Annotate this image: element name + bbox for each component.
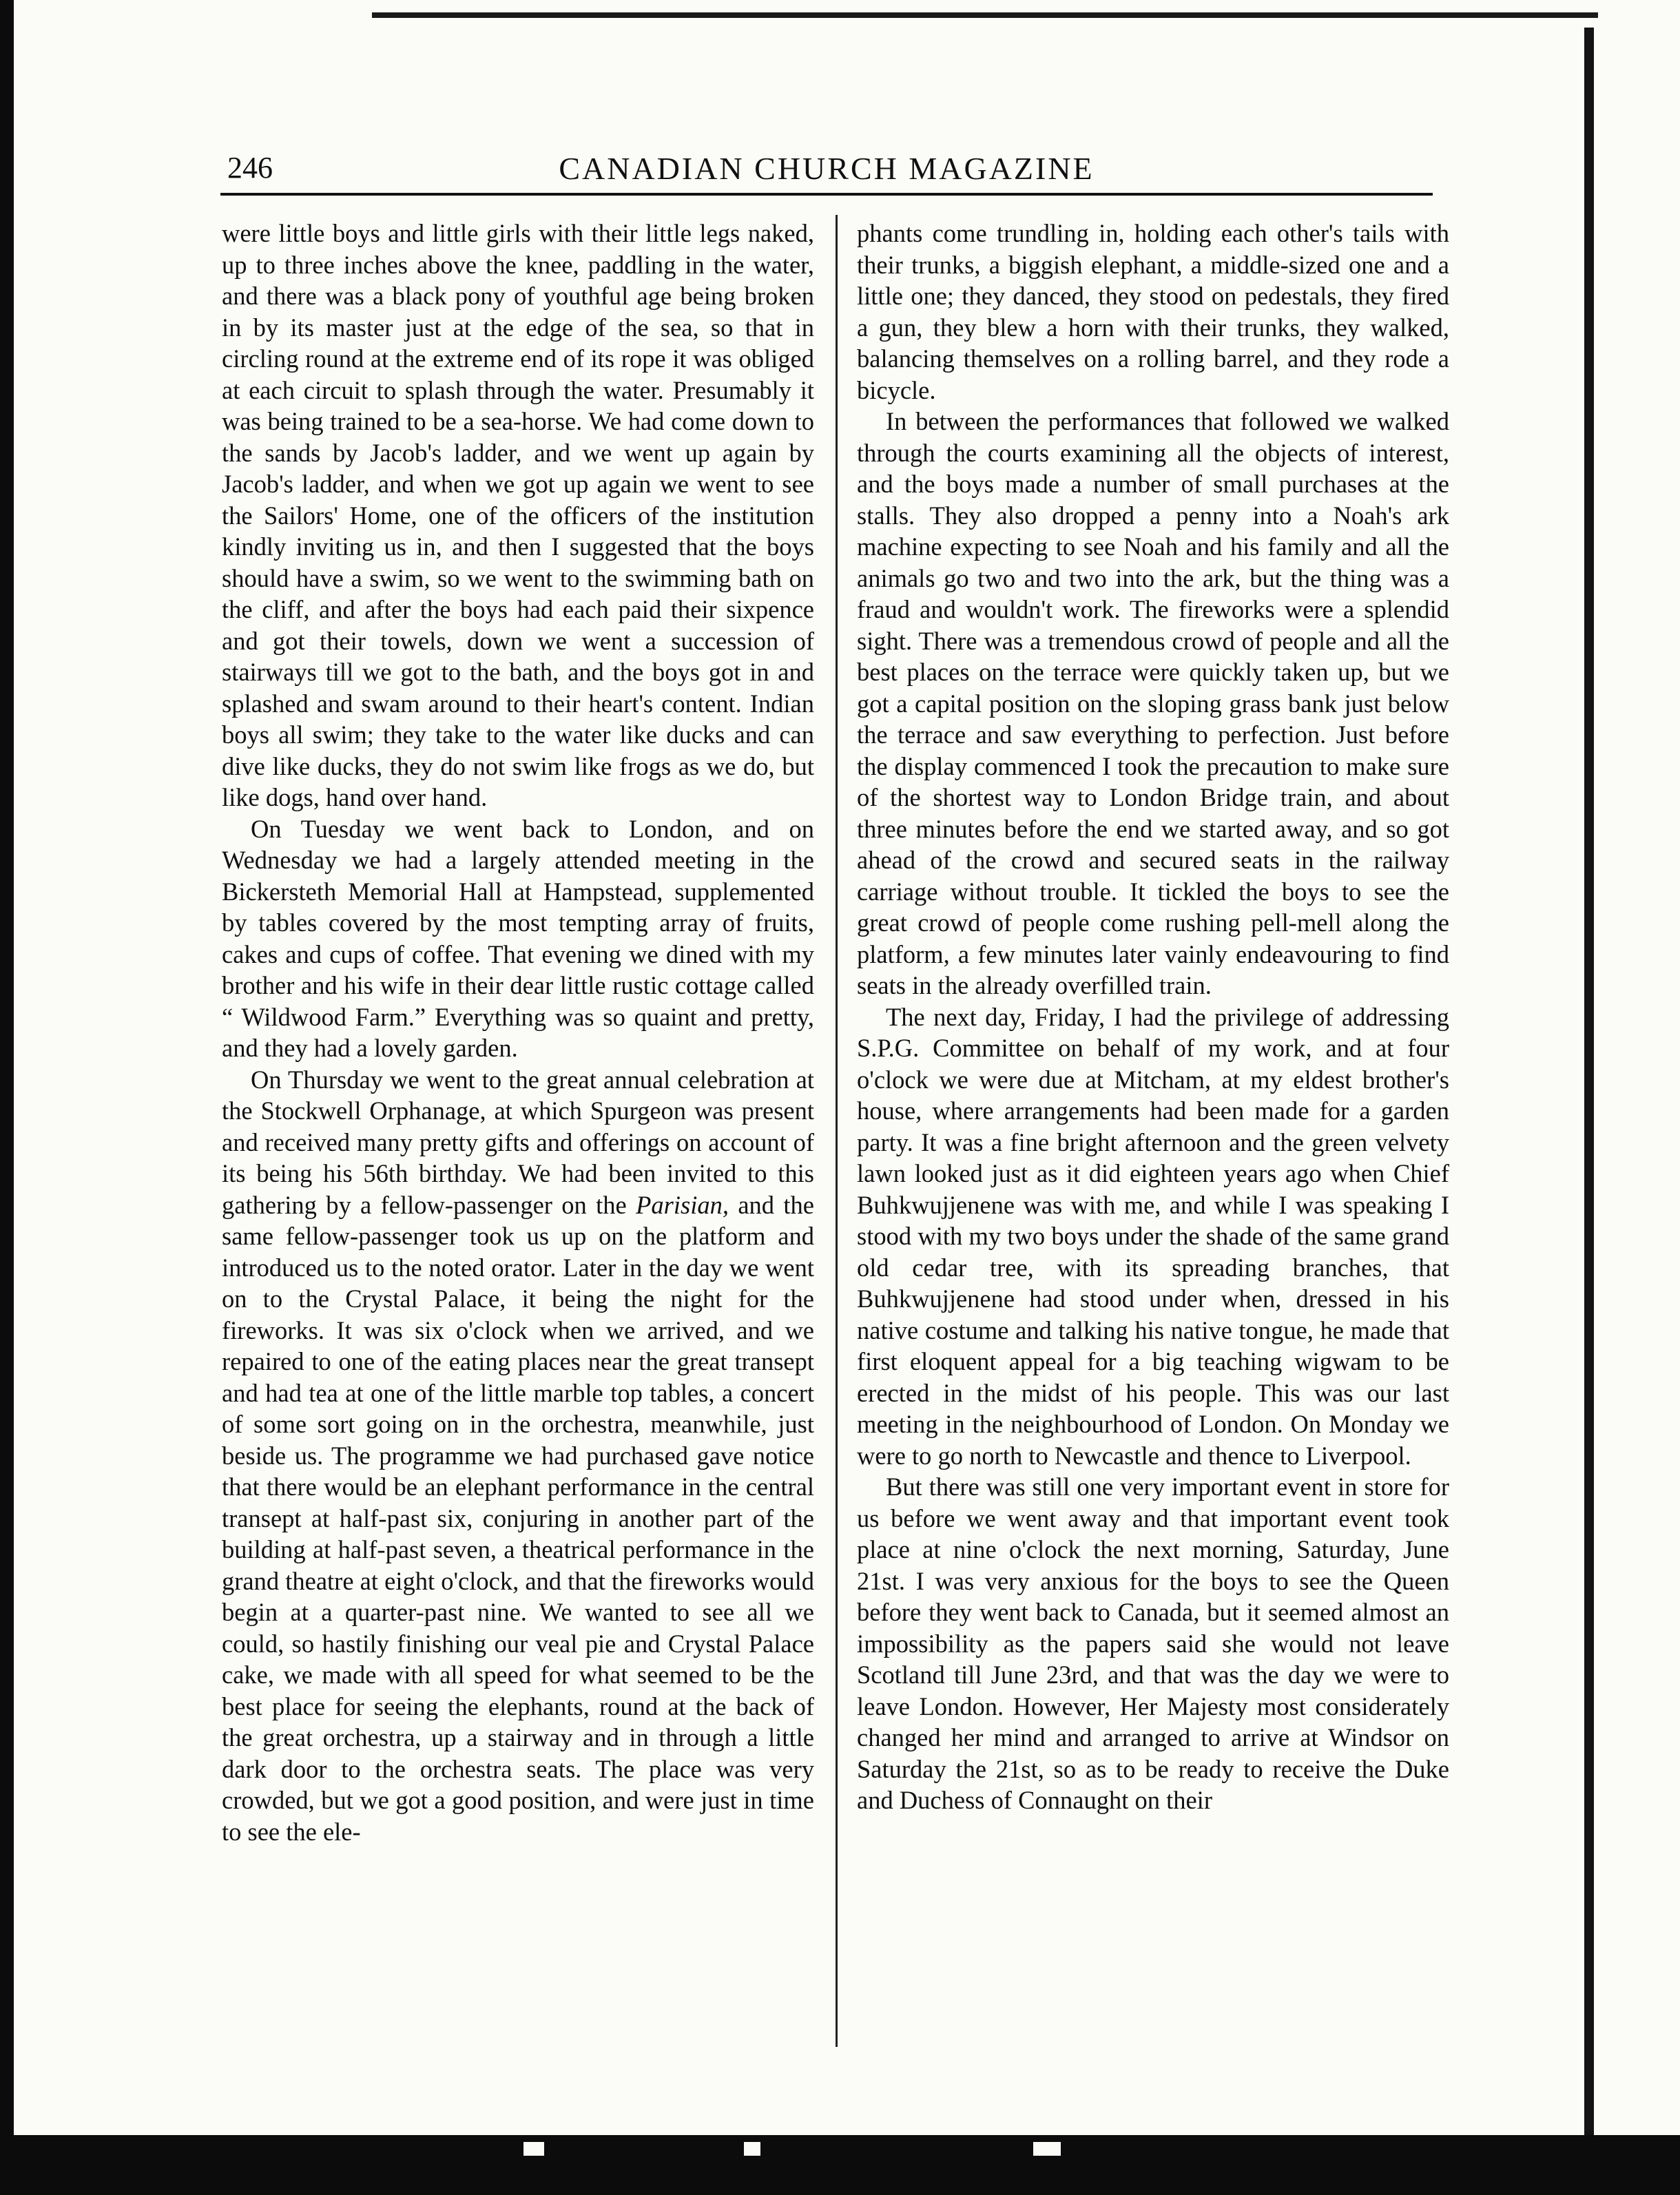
paragraph: The next day, Friday, I had the privilege of addressing S.P.G. Committee on behalf of my work, and at four o'clock we were due at Mitcham, at my eldest brother's house, where arrangements had been made for a garden party. It was a fine bright afternoon and the green velvety lawn looked just as it did eighteen years ago when Chief Buhkwujjenene was with me, and while I was speaking I stood with my two boys under the shade of the same grand old cedar tree, with its spreading branches, that Buhkwujjenene had stood under when, dressed in his native costume and talking his native tongue, he made that first eloquent appeal for a big teaching wigwam to be erected in the midst of his people. This was our last meeting in the neighbourhood of London. On Monday we were to go north to Newcastle and thence to Liverpool.	[857, 1002, 1449, 1470]
scan-right-edge	[1584, 28, 1594, 2149]
ship-name: Parisian,	[636, 1190, 729, 1219]
left-column	[222, 218, 814, 1847]
paragraph: were little boys and little girls with their little legs naked, up to three inches above the knee, paddling in the water, and there was a black pony of youthful age being broken in by its master just at the edge of the sea, so that in circling round at the extreme end of its rope it was obliged at each circuit to splash through the water. Presumably it was being trained to be a sea-horse. We had come down to the sands by Jacob's ladder, and we went up again by Jacob's ladder, and when we got up again we went to see the Sailors' Home, one of the officers of the institution kindly inviting us in, and then I suggested that the boys should have a swim, so we went to the swimming bath on the cliff, and after the boys had each paid their sixpence and got their towels, down we went a succession of stairways till we got to the bath, and the boys got in and splashed and swam around to their heart's content. Indian boys all swim; they take to the water like ducks and can dive like ducks, they do not swim like frogs as we do, but like dogs, hand over hand.	[222, 219, 814, 811]
paragraph: phants come trundling in, holding each other's tails with their trunks, a biggish elephant, a middle-sized one and a little one; they danced, they stood on pedestals, they fired a gun, they blew a horn with their trunks, they walked, balancing themselves on a rolling barrel, and they rode a bicycle.	[857, 219, 1449, 404]
page-number: 246	[227, 151, 273, 185]
paragraph	[222, 1064, 814, 1848]
column-divider	[836, 215, 838, 2047]
page-header	[227, 145, 1426, 193]
header-rule	[220, 193, 1433, 196]
paragraph: On Tuesday we went back to London, and on Wednesday we had a largely attended meeting in the Bickersteth Memorial Hall at Hampstead, supplemented by tables covered by the most tempting array of fruits, cakes and cups of coffee. That evening we dined with my brother and his wife in their dear little rustic cottage called “ Wildwood Farm.” Everything was so quaint and pretty, and they had a lovely garden.	[222, 814, 814, 1062]
scan-top-edge	[372, 12, 1598, 18]
paragraph: But there was still one very important event in store for us before we went away and that important event took place at nine o'clock the next morning, Saturday, June 21st. I was very anxious for the boys to see the Queen before they went back to Canada, but it seemed almost an impossibility as the papers said she would not leave Scotland till June 23rd, and that was the day we were to leave London. However, Her Majesty most considerately changed her mind and arranged to arrive at Windsor on Saturday the 21st, so as to be ready to receive the Duke and Duchess of Connaught on their	[857, 1473, 1449, 1814]
paragraph-text: and the same fellow-passenger took us up on the platform and introduced us to the noted orator. Later in the day we went on to the Crystal Palace, it being the night for the fireworks. It was six o'clock when we arrived, and we repaired to one of the eating places near the great transept and had tea at one of the little marble top tables, a concert of some sort going on in the orchestra, meanwhile, just beside us. The programme we had purchased gave notice that there would be an elephant performance in the central transept at half-past six, conjuring in another part of the building at half-past seven, a theatrical performance in the grand theatre at eight o'clock, and that the fireworks would begin at a quarter-past nine. We wanted to see all we could, so hastily finishing our veal pie and Crystal Palace cake, we made with all speed for what seemed to be the best place for seeing the elephants, round at the back of the great orchestra, up a stairway and in through a little dark door to the orchestra seats. The place was very crowded, but we got a good position, and were just in time to see the ele-	[222, 1190, 814, 1846]
paragraph-text: On Thursday we went to the great annual celebration at the Stockwell Orphanage, at which Spurgeon was present and received many pretty gifts and offerings on account of its being his 56th birthday. We had been invited to this gathering by a fellow-passenger on the	[222, 1065, 814, 1219]
scan-bottom-edge	[0, 2135, 1680, 2195]
running-title: CANADIAN CHURCH MAGAZINE	[559, 151, 1095, 186]
right-column	[857, 218, 1449, 1816]
paragraph: In between the performances that followed we walked through the courts examining all the objects of interest, and the boys made a number of small purchases at the stalls. They also dropped a penny into a Noah's ark machine expecting to see Noah and his family and all the animals go two and two into the ark, but the thing was a fraud and wouldn't work. The fireworks were a splendid sight. There was a tremendous crowd of people and all the best places on the terrace were quickly taken up, but we got a capital position on the sloping grass bank just below the terrace and saw everything to perfection. Just before the display commenced I took the precaution to make sure of the shortest way to London Bridge train, and about three minutes before the end we started away, and so got ahead of the crowd and secured seats in the railway carriage without trouble. It tickled the boys to see the great crowd of people come rushing pell-mell along the platform, a few minutes later vainly endeavouring to find seats in the already overfilled train.	[857, 407, 1449, 999]
scan-left-edge	[0, 0, 14, 2195]
